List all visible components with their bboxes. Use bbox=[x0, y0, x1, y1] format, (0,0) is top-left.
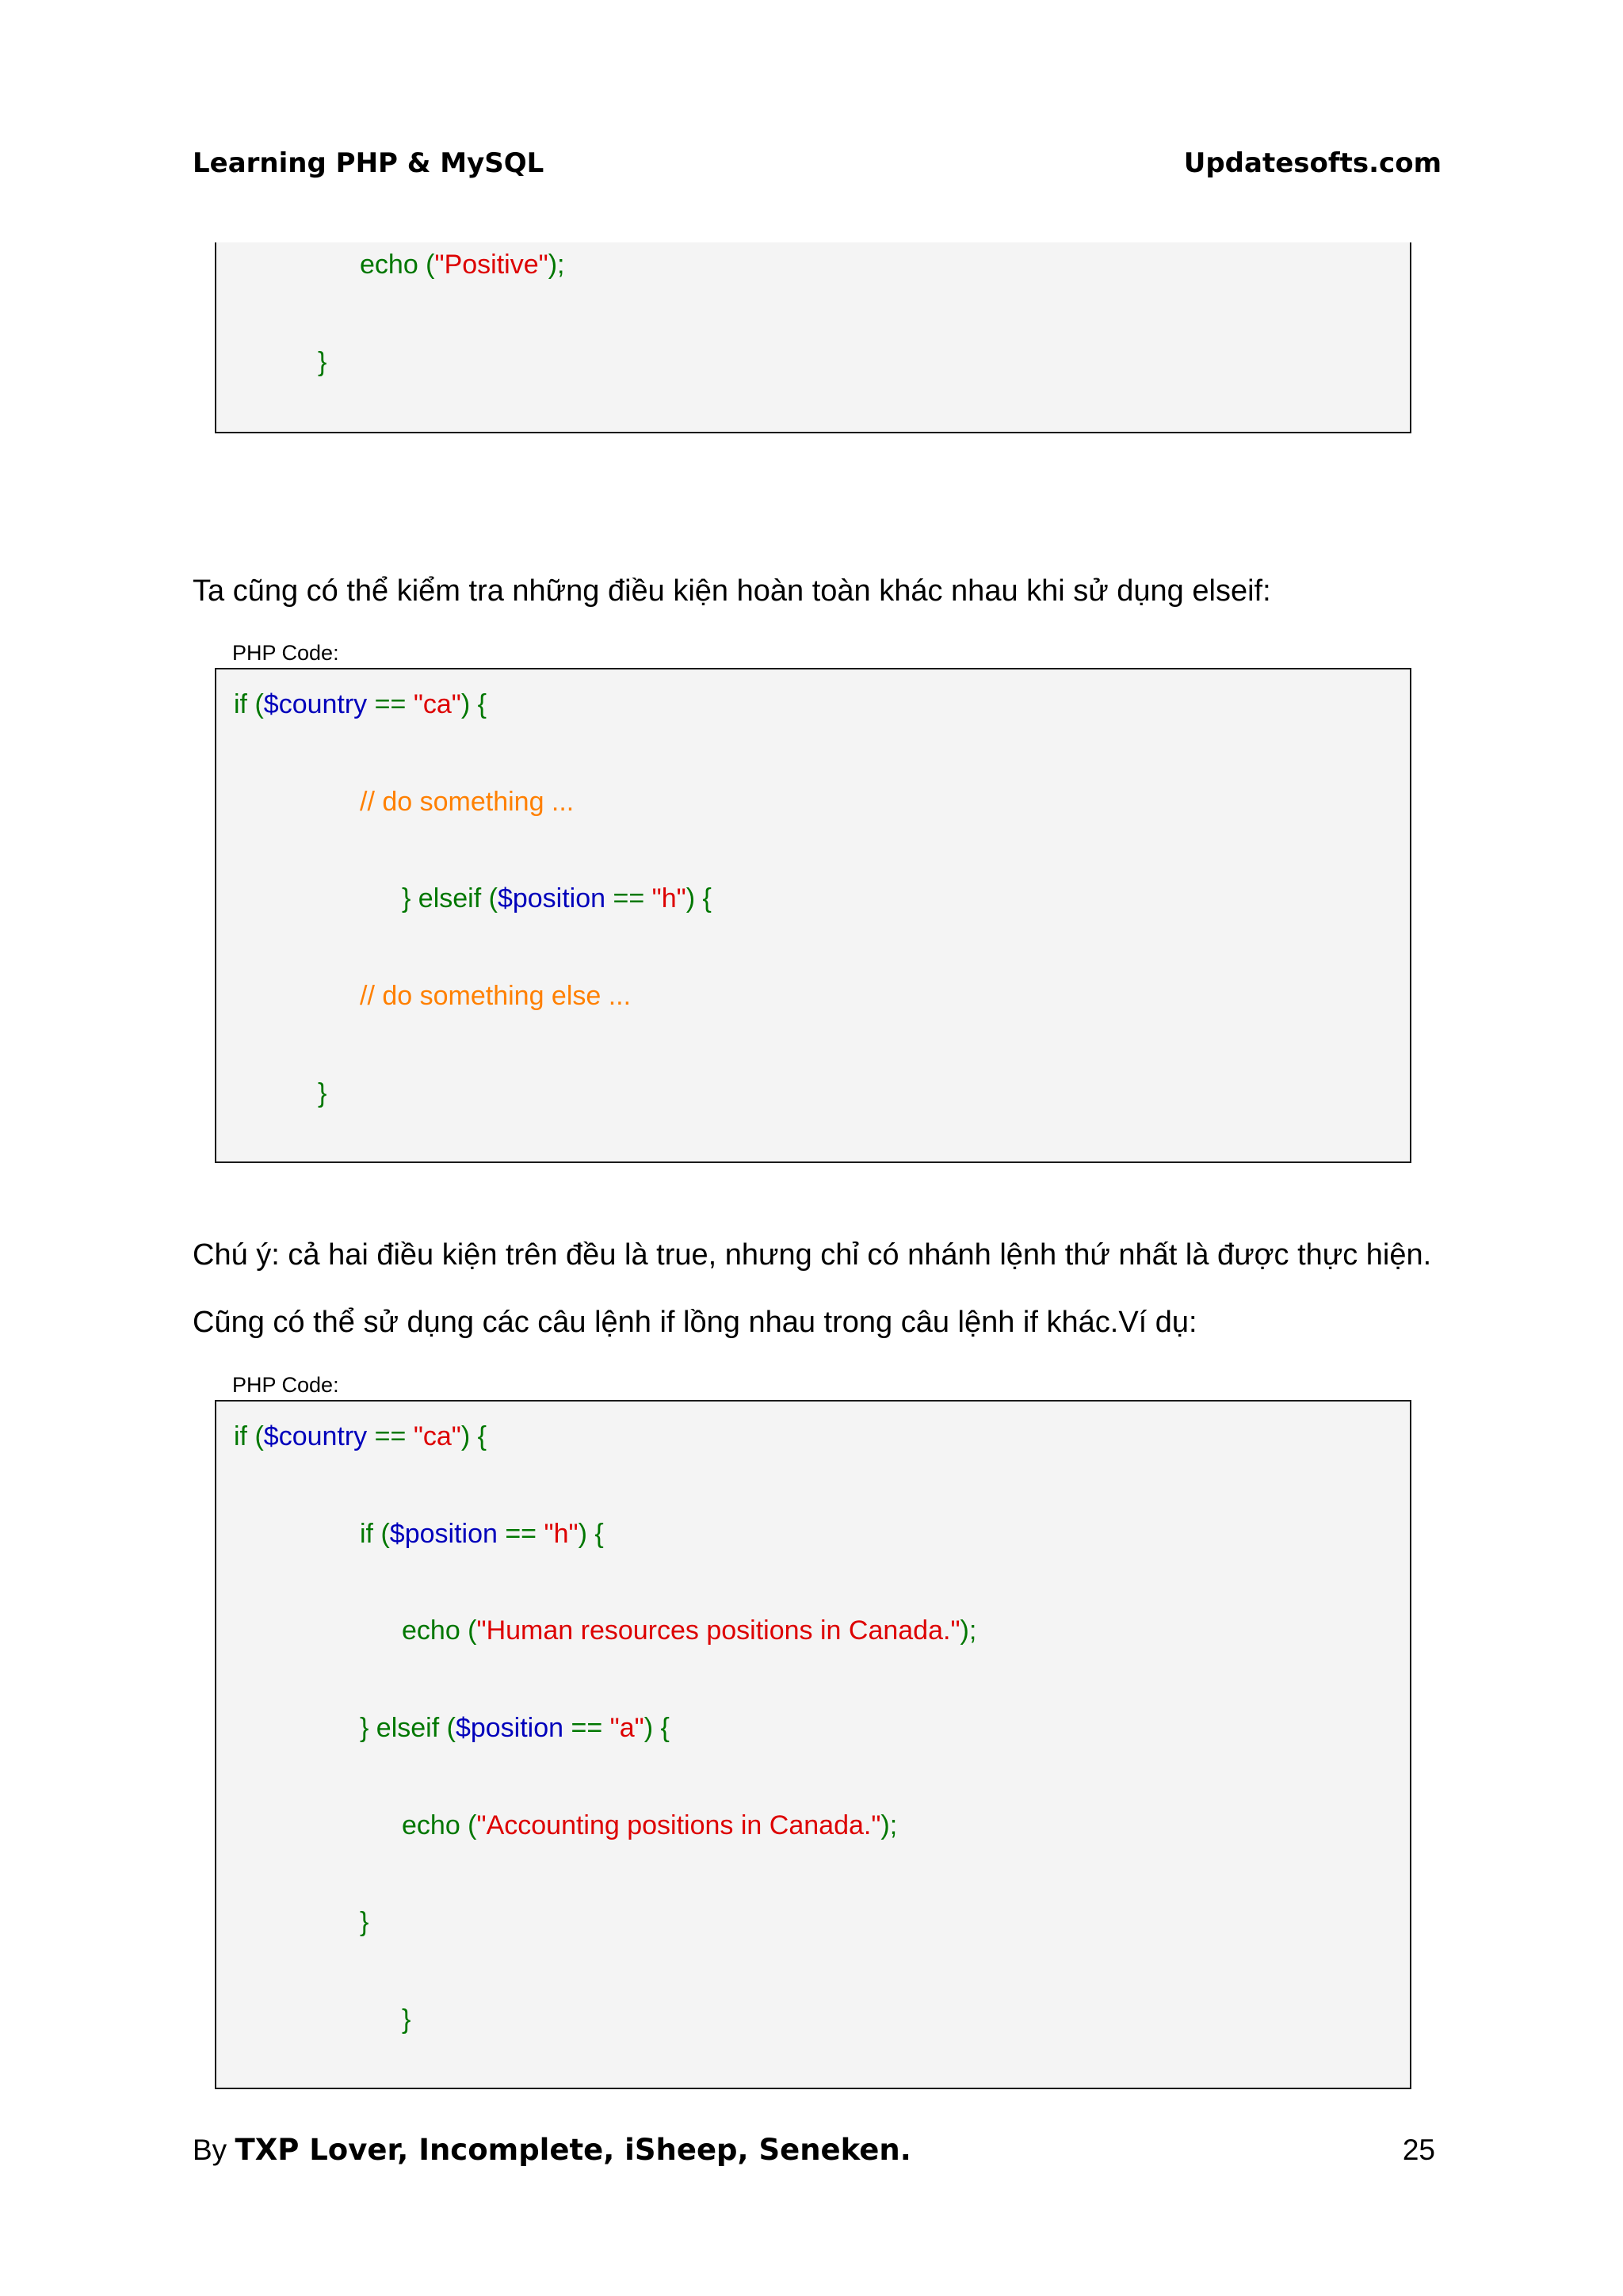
code-token: "Accounting positions in Canada." bbox=[476, 1810, 881, 1840]
code-block-3 bbox=[215, 1400, 1411, 2089]
header-title: Learning PHP & MySQL bbox=[193, 147, 544, 179]
code-token: if ( bbox=[360, 1519, 390, 1549]
code-line bbox=[360, 980, 631, 1012]
paragraph: Chú ý: cả hai điều kiện trên đều là true, nhưng chỉ có nhánh lệnh thứ nhất là được thực hiện. bbox=[193, 1238, 1432, 1272]
code-label: PHP Code: bbox=[232, 641, 339, 665]
code-token: == bbox=[374, 689, 414, 719]
code-line bbox=[234, 688, 487, 720]
code-token: == bbox=[613, 883, 652, 913]
code-token: } bbox=[318, 1078, 327, 1108]
code-token: "ca" bbox=[413, 689, 461, 719]
code-token: "Human resources positions in Canada." bbox=[476, 1615, 960, 1646]
code-line bbox=[360, 1906, 369, 1938]
code-token: ) { bbox=[643, 1713, 670, 1743]
code-token: $position bbox=[497, 883, 613, 913]
code-line bbox=[234, 1421, 487, 1452]
code-token: } bbox=[318, 347, 327, 377]
code-token: $position bbox=[389, 1519, 506, 1549]
code-token: if ( bbox=[234, 689, 264, 719]
code-token: ) { bbox=[460, 1421, 487, 1451]
code-token: == bbox=[505, 1519, 544, 1549]
code-token: "ca" bbox=[413, 1421, 461, 1451]
code-line bbox=[318, 1077, 327, 1109]
code-token: echo ( bbox=[360, 250, 435, 280]
code-token: echo ( bbox=[402, 1615, 477, 1646]
code-token: ) { bbox=[685, 883, 712, 913]
code-line bbox=[402, 1615, 976, 1646]
code-token: == bbox=[571, 1713, 610, 1743]
code-token: "h" bbox=[651, 883, 686, 913]
code-token: $position bbox=[455, 1713, 571, 1743]
header-site: Updatesofts.com bbox=[1183, 147, 1442, 179]
code-token: $country bbox=[263, 1421, 375, 1451]
footer-credits bbox=[193, 2133, 911, 2168]
code-token: ) { bbox=[578, 1519, 604, 1549]
code-token: ) { bbox=[460, 689, 487, 719]
code-token: "h" bbox=[544, 1519, 579, 1549]
code-token: "a" bbox=[609, 1713, 644, 1743]
footer-by: By bbox=[193, 2134, 235, 2166]
code-token: } elseif ( bbox=[402, 883, 498, 913]
code-token: "Positive" bbox=[434, 250, 548, 280]
page-number: 25 bbox=[1402, 2134, 1435, 2166]
code-line bbox=[402, 2004, 411, 2035]
code-block-2 bbox=[215, 668, 1411, 1163]
code-token: } bbox=[360, 1907, 369, 1937]
code-token: if ( bbox=[234, 1421, 264, 1451]
code-token: // do something ... bbox=[360, 787, 575, 817]
code-token: ); bbox=[880, 1810, 898, 1840]
code-token: == bbox=[374, 1421, 414, 1451]
code-line bbox=[402, 883, 712, 914]
code-line bbox=[360, 1518, 604, 1550]
code-label: PHP Code: bbox=[232, 1373, 339, 1397]
code-line bbox=[360, 786, 574, 818]
code-token: echo ( bbox=[402, 1810, 477, 1840]
code-line bbox=[360, 249, 564, 280]
footer-authors: TXP Lover, Incomplete, iSheep, Seneken. bbox=[235, 2133, 911, 2167]
code-line bbox=[318, 346, 327, 378]
paragraph: Ta cũng có thể kiểm tra những điều kiện hoàn toàn khác nhau khi sử dụng elseif: bbox=[193, 574, 1271, 608]
code-token: ); bbox=[960, 1615, 977, 1646]
code-token: } bbox=[402, 2004, 411, 2035]
code-token: } elseif ( bbox=[360, 1713, 456, 1743]
code-block-1 bbox=[215, 242, 1411, 433]
code-line bbox=[360, 1712, 670, 1744]
code-token: ); bbox=[548, 250, 565, 280]
code-token: // do something else ... bbox=[360, 981, 632, 1011]
code-token: $country bbox=[263, 689, 375, 719]
code-line bbox=[402, 1810, 897, 1841]
paragraph: Cũng có thể sử dụng các câu lệnh if lồng nhau trong câu lệnh if khác.Ví dụ: bbox=[193, 1306, 1197, 1339]
